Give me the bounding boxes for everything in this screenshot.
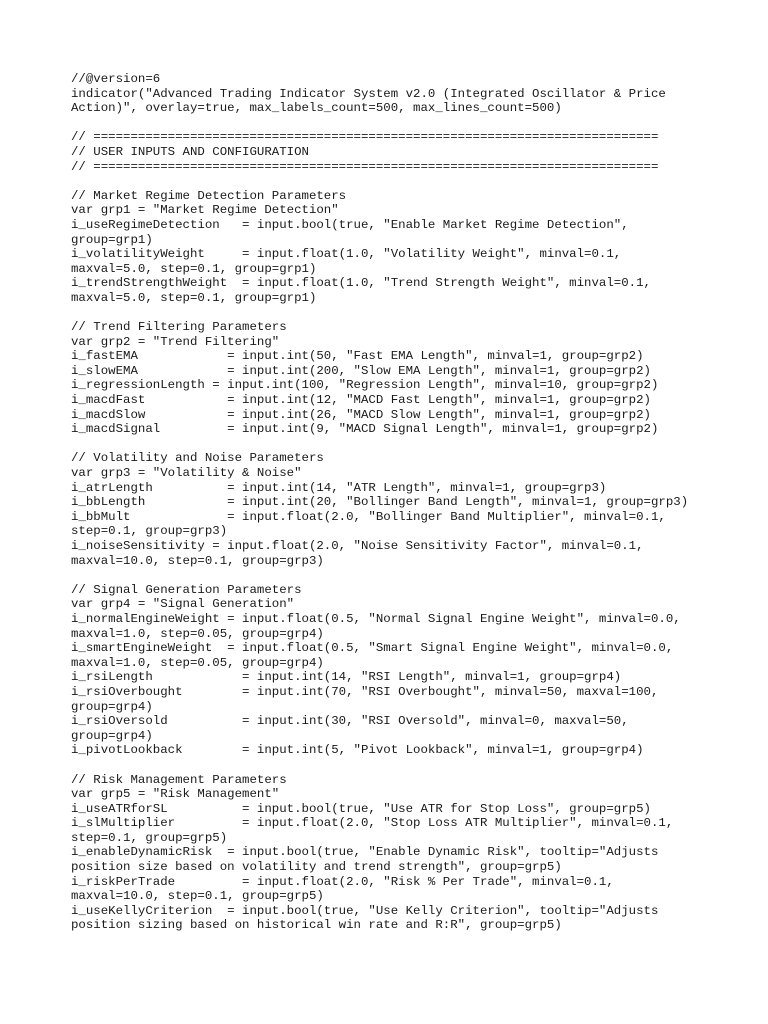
code-line: indicator("Advanced Trading Indicator System v2.0 (Integrated Oscillator & Price — [71, 86, 666, 101]
code-line: // Risk Management Parameters — [71, 772, 287, 787]
code-line — [71, 116, 711, 131]
code-line: i_rsiOverbought = input.int(70, "RSI Overbought", minval=50, maxval=100, — [71, 684, 659, 699]
code-line: //@version=6 — [71, 72, 161, 86]
code-line: i_macdSlow = input.int(26, "MACD Slow Length", minval=1, group=grp2) — [71, 407, 651, 422]
code-line: i_slMultiplier = input.float(2.0, "Stop Loss ATR Multiplier", minval=0.1, — [71, 816, 674, 831]
code-line: group=grp4) — [71, 699, 153, 714]
code-line: maxval=5.0, step=0.1, group=grp1) — [71, 290, 317, 305]
code-line: i_enableDynamicRisk = input.bool(true, "Enable Dynamic Risk", tooltip="Adjusts — [71, 845, 659, 860]
code-line: i_regressionLength = input.int(100, "Regression Length", minval=10, group=grp2) — [71, 378, 659, 393]
code-line: maxval=5.0, step=0.1, group=grp1) — [71, 261, 317, 276]
code-line: i_trendStrengthWeight = input.float(1.0, "Trend Strength Weight", minval=0.1, — [71, 276, 651, 291]
code-line: i_macdFast = input.int(12, "MACD Fast Length", minval=1, group=grp2) — [71, 393, 651, 408]
code-line: position size based on volatility and trend strength", group=grp5) — [71, 860, 562, 875]
code-line: i_atrLength = input.int(14, "ATR Length", minval=1, group=grp3) — [71, 480, 607, 495]
code-line: // Signal Generation Parameters — [71, 582, 302, 597]
code-line: // Market Regime Detection Parameters — [71, 188, 347, 203]
code-line: i_volatilityWeight = input.float(1.0, "Volatility Weight", minval=0.1, — [71, 247, 622, 262]
code-line: i_fastEMA = input.int(50, "Fast EMA Length", minval=1, group=grp2) — [71, 349, 644, 364]
code-line: maxval=1.0, step=0.05, group=grp4) — [71, 655, 324, 670]
code-line: step=0.1, group=grp3) — [71, 524, 228, 539]
code-line: i_slowEMA = input.int(200, "Slow EMA Length", minval=1, group=grp2) — [71, 363, 651, 378]
code-line: var grp1 = "Market Regime Detection" — [71, 203, 339, 218]
code-line: i_rsiLength = input.int(14, "RSI Length", minval=1, group=grp4) — [71, 670, 622, 685]
code-line: i_smartEngineWeight = input.float(0.5, "Smart Signal Engine Weight", minval=0.0, — [71, 641, 674, 656]
code-line: i_useKellyCriterion = input.bool(true, "Use Kelly Criterion", tooltip="Adjusts — [71, 903, 659, 918]
code-line — [71, 437, 711, 452]
code-line: maxval=10.0, step=0.1, group=grp5) — [71, 889, 324, 904]
code-line: i_useATRforSL = input.bool(true, "Use ATR for Stop Loss", group=grp5) — [71, 801, 651, 816]
code-line: maxval=10.0, step=0.1, group=grp3) — [71, 553, 324, 568]
code-line: i_riskPerTrade = input.float(2.0, "Risk % Per Trade", minval=0.1, — [71, 874, 614, 889]
code-line: i_noiseSensitivity = input.float(2.0, "Noise Sensitivity Factor", minval=0.1, — [71, 539, 644, 553]
code-line: i_macdSignal = input.int(9, "MACD Signal Length", minval=1, group=grp2) — [71, 422, 659, 437]
code-line: i_bbLength = input.int(20, "Bollinger Band Length", minval=1, group=grp3) — [71, 495, 689, 510]
code-line: // Volatility and Noise Parameters — [71, 451, 324, 466]
code-line — [71, 568, 711, 583]
code-line: var grp5 = "Risk Management" — [71, 787, 280, 802]
code-line: // Trend Filtering Parameters — [71, 320, 287, 335]
code-line: var grp4 = "Signal Generation" — [71, 597, 295, 612]
code-line: var grp2 = "Trend Filtering" — [71, 334, 280, 349]
code-line — [71, 174, 711, 189]
code-line: step=0.1, group=grp5) — [71, 830, 228, 845]
code-line: var grp3 = "Volatility & Noise" — [71, 466, 302, 481]
code-line: Action)", overlay=true, max_labels_count=500, max_lines_count=500) — [71, 101, 562, 116]
code-line — [71, 758, 711, 773]
code-line: group=grp1) — [71, 232, 153, 247]
code-line: i_normalEngineWeight = input.float(0.5, "Normal Signal Engine Weight", minval=0.0, — [71, 611, 681, 626]
code-line: i_useRegimeDetection = input.bool(true, "Enable Market Regime Detection", — [71, 217, 629, 232]
code-line: i_bbMult = input.float(2.0, "Bollinger Band Multiplier", minval=0.1, — [71, 509, 666, 524]
code-line: // ============================================================================ — [71, 159, 659, 174]
code-listing — [71, 72, 711, 933]
code-line: i_pivotLookback = input.int(5, "Pivot Lookback", minval=1, group=grp4) — [71, 743, 644, 758]
code-line — [71, 306, 711, 321]
code-line: i_rsiOversold = input.int(30, "RSI Oversold", minval=0, maxval=50, — [71, 714, 629, 729]
code-line: // USER INPUTS AND CONFIGURATION — [71, 144, 309, 159]
code-line: position sizing based on historical win rate and R:R", group=grp5) — [71, 918, 562, 933]
code-line: maxval=1.0, step=0.05, group=grp4) — [71, 626, 324, 641]
code-line: group=grp4) — [71, 728, 153, 743]
code-line: // ============================================================================ — [71, 130, 659, 145]
